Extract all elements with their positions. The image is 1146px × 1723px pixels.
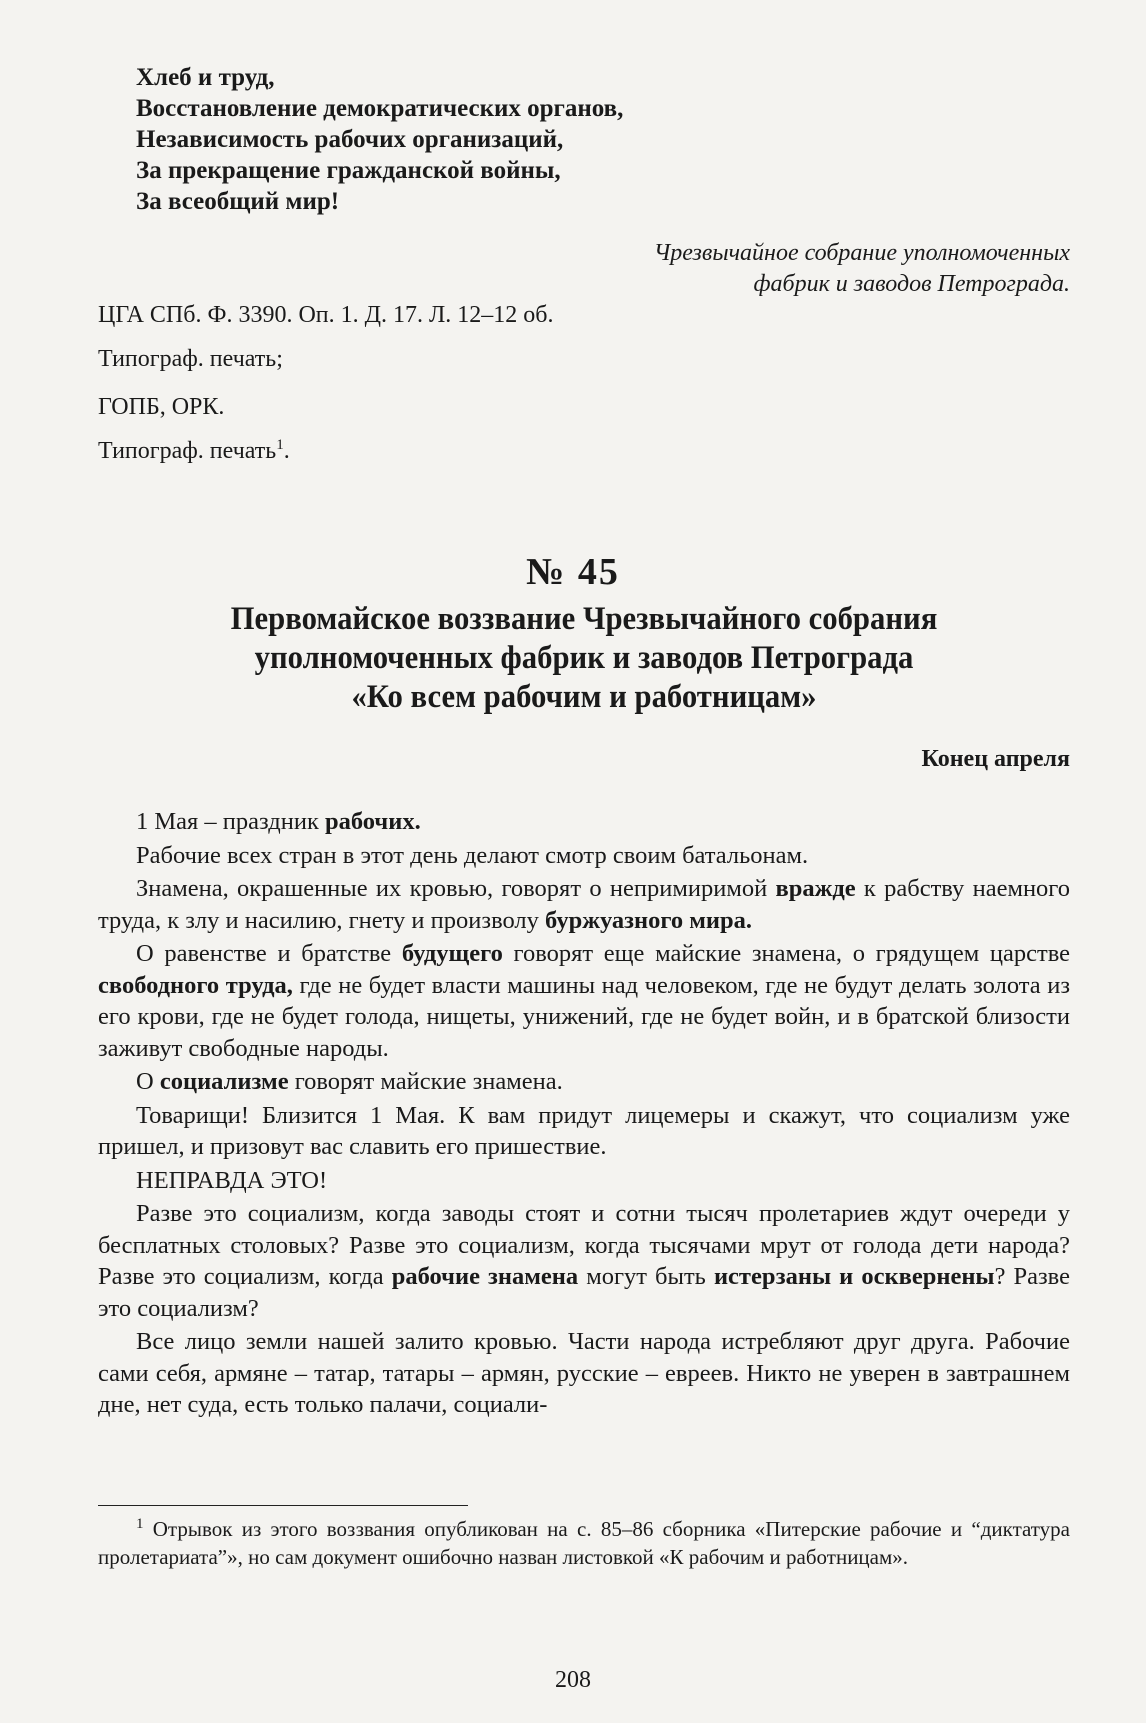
text-run: Разве это социализм, когда заводы стоят и сотни тысяч пролетариев ждут очереди у бесплатных столовых? Разве это социализм, когда тысячами мрут от голода дети народа? Разве это социализм, когда xyxy=(98,1200,1070,1290)
text-run: ? Разве это социализм? xyxy=(98,1263,1070,1322)
document-title xyxy=(132,600,1036,717)
footnote-text: Отрывок из этого воззвания опубликован на с. 85–86 сборника «Питерские рабочие и “диктатура пролетариата”», но сам документ ошибочно назван листовкой «К рабочим и работницам». xyxy=(98,1517,1070,1569)
slogan-line: Хлеб и труд, xyxy=(136,64,275,91)
text-run: О равенстве и братстве xyxy=(136,940,402,967)
bold-run: свободного труда, xyxy=(98,971,293,999)
print-note-text: Типограф. печать xyxy=(98,438,277,464)
bold-run: социализме xyxy=(159,1068,289,1095)
document-date: Конец апреля xyxy=(921,746,1070,772)
print-note xyxy=(98,436,290,466)
document-body xyxy=(98,806,1070,1423)
footnote-marker: 1 xyxy=(276,437,284,453)
body-paragraph: Рабочие всех стран в этот день делают смотр своим батальонам. xyxy=(136,841,809,869)
page-number: 208 xyxy=(555,1667,591,1693)
signature-line: фабрик и заводов Петрограда. xyxy=(753,271,1070,297)
body-paragraph xyxy=(98,938,1070,1064)
footnote xyxy=(98,1515,1070,1571)
title-line: «Ко всем рабочим и работницам» xyxy=(351,679,817,715)
text-run: где не будет власти машины над человеком, где не будут делать золота из его крови, где не будет голода, нищеты, унижений, где не будет войн, и в братской близости заживут свободные народы. xyxy=(98,971,1071,1062)
text-run: говорят еще майские знамена, о грядущем царстве xyxy=(502,940,1071,967)
body-paragraph xyxy=(98,1066,1070,1098)
print-note-end: . xyxy=(283,438,290,464)
footnote-marker: 1 xyxy=(136,1516,144,1532)
body-paragraph: Товарищи! Близится 1 Мая. К вам придут лицемеры и скажут, что социализм уже пришел, и призовут вас славить его пришествие. xyxy=(98,1101,1070,1160)
body-paragraph: НЕПРАВДА ЭТО! xyxy=(136,1166,328,1194)
library-reference: ГОПБ, ОРК. xyxy=(98,394,225,420)
text-run: к рабству наемного труда, к злу и насилию, гнету и произволу xyxy=(98,875,1070,934)
print-note: Типограф. печать; xyxy=(98,346,283,372)
title-line: уполномоченных фабрик и заводов Петрограда xyxy=(254,640,914,676)
slogan-line: За всеобщий мир! xyxy=(136,188,340,215)
bold-run: истерзаны и осквернены xyxy=(713,1263,995,1290)
text-run: могут быть xyxy=(578,1263,714,1290)
bold-run: . xyxy=(745,906,753,934)
bold-run: вражде xyxy=(775,875,856,902)
text-run: говорят майские знамена. xyxy=(288,1068,563,1095)
footnote-divider xyxy=(98,1505,468,1506)
document-number: № 45 xyxy=(526,551,620,593)
body-paragraph xyxy=(98,1198,1070,1324)
signature-block xyxy=(654,238,1070,300)
text-run: 1 Мая – праздник xyxy=(136,808,325,835)
slogan-line: Восстановление демократических органов, xyxy=(136,95,624,122)
slogan-line: Независимость рабочих организаций, xyxy=(136,126,564,153)
signature-line: Чрезвычайное собрание уполномоченных xyxy=(653,240,1070,266)
bold-run: рабочие знамена xyxy=(391,1263,579,1290)
body-paragraph: Все лицо земли нашей залито кровью. Части народа истребляют друг друга. Рабочие сами себя, армяне – татар, татары – армян, русские – евреев. Никто не уверен в завтрашнем дне, нет суда, есть только палачи, социали- xyxy=(98,1328,1070,1418)
text-run: О xyxy=(136,1068,160,1095)
archive-reference: ЦГА СПб. Ф. 3390. Оп. 1. Д. 17. Л. 12–12 об. xyxy=(98,302,554,328)
slogan-list xyxy=(136,62,623,217)
bold-run: будущего xyxy=(401,940,503,967)
bold-run: буржуазного мира xyxy=(545,906,746,934)
body-paragraph xyxy=(98,873,1070,936)
text-run: Знамена, окрашенные их кровью, говорят о непримиримой xyxy=(136,875,776,902)
bold-run: рабочих. xyxy=(325,808,421,835)
title-line: Первомайское воззвание Чрезвычайного собрания xyxy=(230,601,938,637)
body-paragraph xyxy=(98,806,1070,838)
slogan-line: За прекращение гражданской войны, xyxy=(136,157,561,184)
